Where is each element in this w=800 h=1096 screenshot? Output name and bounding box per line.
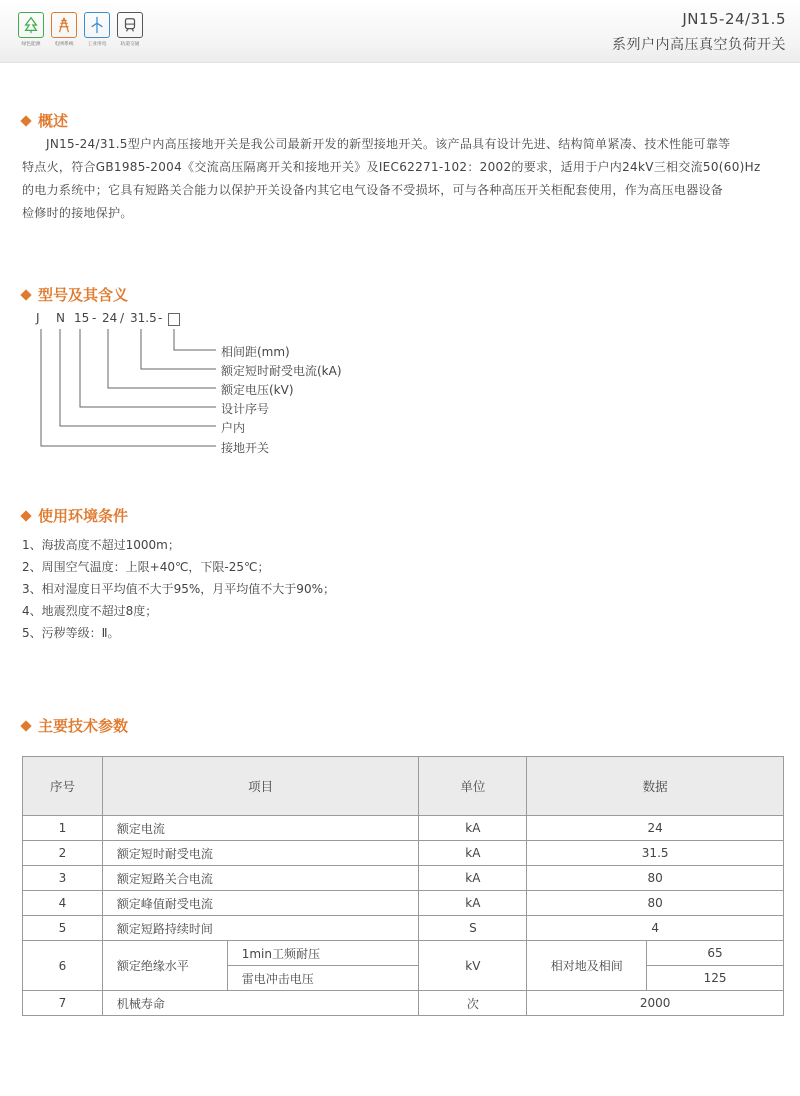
insulation-value-1: 65: [647, 941, 784, 966]
code-24: 24: [102, 311, 118, 325]
insulation-sub-lightning: 雷电冲击电压: [227, 966, 419, 991]
header-no: 序号: [23, 757, 103, 816]
environment-heading: 使用环境条件: [22, 505, 128, 526]
label-rated-voltage: 额定电压(kV): [221, 383, 294, 397]
rail-transit-logo: 轨道交通: [117, 12, 143, 47]
diamond-bullet-icon: [20, 510, 31, 521]
code-slash: /: [120, 311, 125, 325]
label-short-time-current: 额定短时耐受电流(kA): [221, 364, 342, 378]
label-phase-distance: 相间距(mm): [221, 345, 290, 359]
page-header: [0, 0, 800, 63]
table-row: 7 机械寿命 次 2000: [23, 991, 784, 1016]
product-series-title: 系列户内高压真空负荷开关: [612, 37, 786, 53]
table-row: 1 额定电流 kA 24: [23, 816, 784, 841]
header-item: 项目: [102, 757, 419, 816]
insulation-sub-power-freq: 1min工频耐压: [227, 941, 419, 966]
diamond-bullet-icon: [20, 115, 31, 126]
diamond-bullet-icon: [20, 720, 31, 731]
header-data: 数据: [527, 757, 784, 816]
params-heading: 主要技术参数: [22, 715, 128, 736]
code-31-5: 31.5: [130, 311, 157, 325]
table-row: 2 额定短时耐受电流 kA 31.5: [23, 841, 784, 866]
industry-icons: [18, 12, 143, 47]
params-table: [22, 756, 784, 1016]
env-item: 3、相对湿度日平均值不大于95%，月平均值不大于90%；: [22, 582, 335, 596]
diamond-bullet-icon: [20, 289, 31, 300]
env-item: 2、周围空气温度：上限+40℃，下限-25℃；: [22, 560, 270, 574]
env-item: 5、污秽等级：Ⅱ。: [22, 626, 120, 640]
table-row: 5 额定短路持续时间 S 4: [23, 916, 784, 941]
code-n: N: [56, 311, 65, 325]
power-grid-icon: [51, 12, 77, 38]
insulation-value-2: 125: [647, 966, 784, 991]
code-j: J: [36, 311, 40, 325]
code-dash-1: -: [92, 311, 97, 325]
table-row: 4 额定峰值耐受电流 kA 80: [23, 891, 784, 916]
code-dash-2: -: [158, 311, 163, 325]
overview-paragraph: JN15-24/31.5型户内高压接地开关是我公司最新开发的新型接地开关。该产品具有设计先进、结构简单紧凑、技术性能可靠等 特点火，符合GB1985-2004《交流高压隔离开关和接地开关》及IEC62271-102：2002的要求，适用于户内24kV三相交流50(60)Hz 的电力系统中；它具有短路关合能力以保护开关设备内其它电气设备不受损坏，可与各种高压开关柜配套使用，作为高压电器设备 检修时的接地保护。: [22, 137, 761, 220]
env-item: 4、地震烈度不超过8度；: [22, 604, 158, 618]
label-indoor: 户内: [221, 421, 246, 435]
label-design-serial: 设计序号: [221, 402, 270, 416]
code-15: 15: [74, 311, 90, 325]
header-unit: 单位: [419, 757, 527, 816]
industrial-power-logo: 工业用电: [84, 12, 110, 47]
table-row: 3 额定短路关合电流 kA 80: [23, 866, 784, 891]
label-earthing-switch: 接地开关: [221, 441, 270, 455]
model-heading: 型号及其含义: [22, 284, 128, 305]
table-row: 6 额定绝缘水平 1min工频耐压 kV 相对地及相间 65: [23, 941, 784, 966]
env-item: 1、海拔高度不超过1000m；: [22, 538, 180, 552]
product-model-title: JN15-24/31.5: [682, 10, 786, 28]
table-header-row: [23, 757, 784, 816]
overview-heading: 概述: [22, 110, 68, 131]
insulation-group: 相对地及相间: [527, 941, 647, 991]
phase-distance-placeholder-box: [168, 313, 180, 326]
green-energy-icon: [18, 12, 44, 38]
rail-transit-icon: [117, 12, 143, 38]
green-energy-logo: 绿色能源: [18, 12, 44, 47]
power-grid-logo: 电网系统: [51, 12, 77, 47]
industrial-power-icon: [84, 12, 110, 38]
